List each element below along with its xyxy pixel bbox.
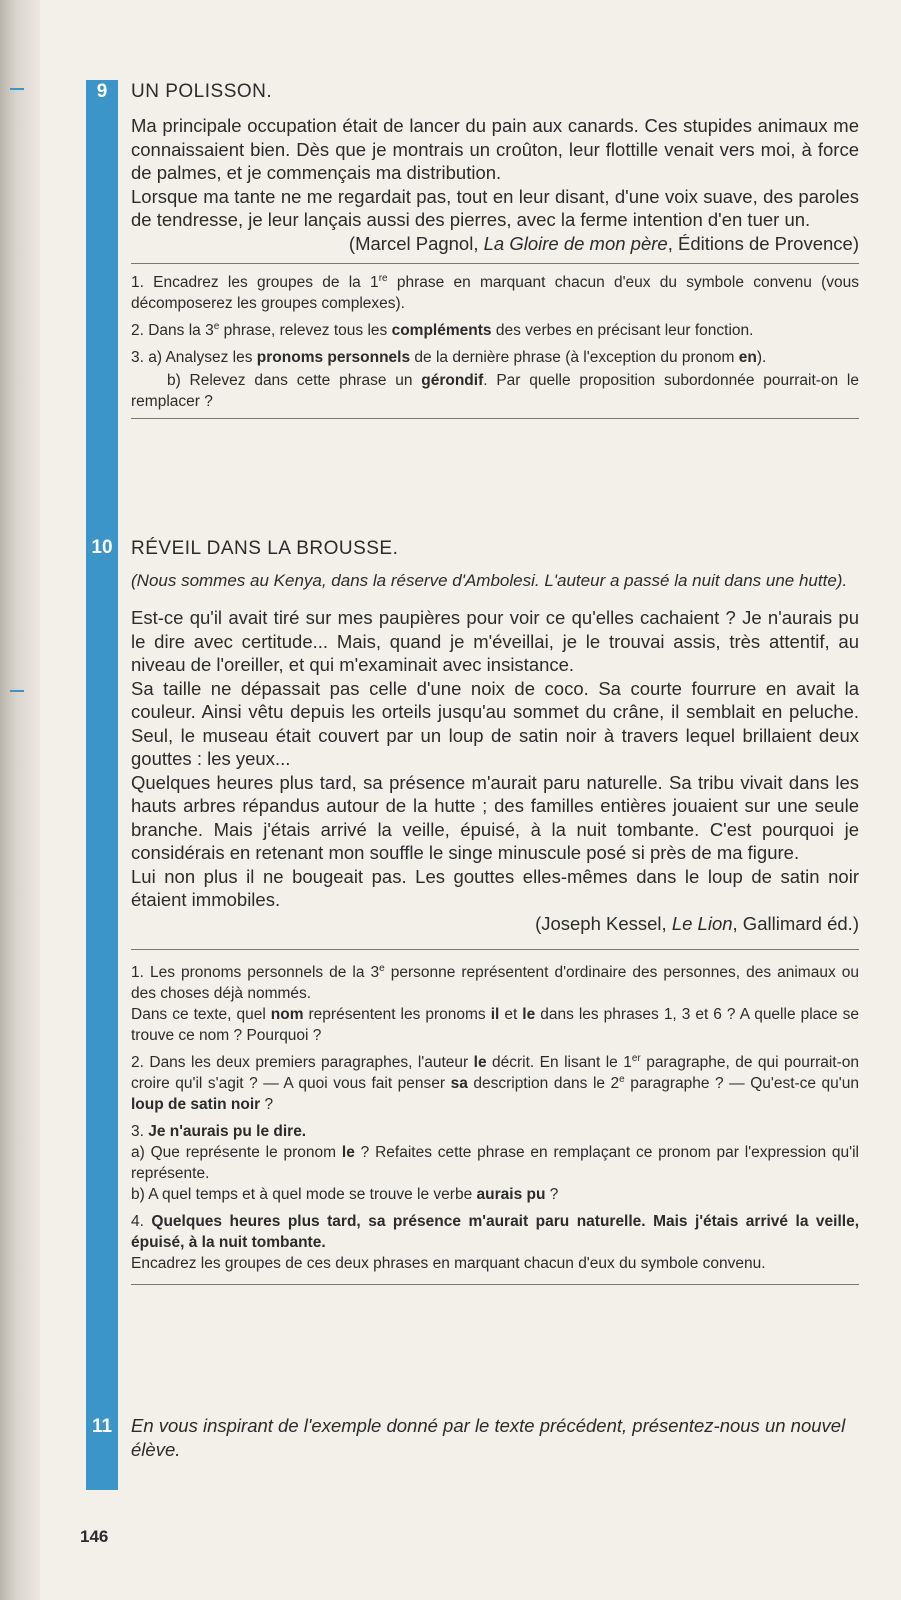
- question-3a: 3. a) Analysez les pronoms personnels de la dernière phrase (à l'exception du pronom en).: [131, 349, 767, 366]
- question-2: 2. Dans les deux premiers paragraphes, l'auteur le décrit. En lisant le 1er paragraphe, de qui pourrait-on croire qu'il s'agit ? — A quoi vous fait penser sa description dans le 2e paragraphe ? — Qu'est-ce qu'un loup de satin noir ?: [131, 1052, 860, 1113]
- exercise-9-number: 9: [96, 81, 108, 102]
- paragraph: Ma principale occupation était de lancer du pain aux canards. Ces stupides animaux me connaissaient bien. Dès que je montrais un croûton, leur flottille venait vers moi, à force de palmes, et je commençais ma distribution.: [131, 115, 859, 183]
- exercise-9-questions: [131, 272, 859, 412]
- question-4: 4. Quelques heures plus tard, sa présence m'aurait paru naturelle. Mais j'étais arrivé la veille, épuisé, à la nuit tombante. Encadrez les groupes de ces deux phrases en marquant chacun d'eux du symbole convenu.: [131, 1213, 859, 1272]
- exercise-9-text: [131, 114, 859, 255]
- exercise-11: [131, 1414, 859, 1461]
- citation: (Joseph Kessel, Le Lion, Gallimard éd.): [535, 912, 859, 934]
- divider: [131, 1284, 859, 1285]
- page-number: 146: [80, 1527, 109, 1546]
- exercise-10-questions: [131, 962, 859, 1274]
- exercise-10-text: [131, 606, 859, 935]
- margin-tick: [10, 690, 24, 692]
- paragraph: Est-ce qu'il avait tiré sur mes paupières pour voir ce qu'elles cachaient ? Je n'aurais pu le dire avec certitude... Mais, quand je m'éveillai, je le trouvai assis, très attentif, au niveau de l'oreiller, et qui m'examinait avec insistance.: [131, 607, 859, 675]
- question-3b: b) Relevez dans cette phrase un gérondif. Par quelle proposition subordonnée pourrait-on le remplacer ?: [131, 372, 860, 410]
- paragraph: Sa taille ne dépassait pas celle d'une noix de coco. Sa courte fourrure en avait la couleur. Ainsi vêtu depuis les orteils jusqu'au sommet du crâne, il semblait en peluche. Seul, le museau était couvert par un loup de satin noir à travers lequel brillaient deux gouttes : les yeux...: [131, 677, 859, 769]
- exercise-11-text: En vous inspirant de l'exemple donné par le texte précédent, présentez-nous un nouvel élève.: [131, 1415, 846, 1460]
- exercise-10: [131, 537, 859, 1285]
- question-1: 1. Encadrez les groupes de la 1re phrase en marquant chacun d'eux du symbole convenu (vous décomposerez les groupes complexes).: [131, 272, 860, 312]
- question-1: 1. Les pronoms personnels de la 3e personne représentent d'ordinaire des personnes, des animaux ou des choses déjà nommés. Dans ce texte, quel nom représentent les pronoms il et le dans les phrases 1, 3 et 6 ? A quelle place se trouve ce nom ? Pourquoi ?: [131, 962, 860, 1044]
- divider: [131, 418, 859, 419]
- margin-tick: [10, 88, 24, 90]
- exercise-9: [131, 80, 859, 419]
- citation: (Marcel Pagnol, La Gloire de mon père, Éditions de Provence): [348, 232, 859, 254]
- paragraph: Quelques heures plus tard, sa présence m'aurait paru naturelle. Sa tribu vivait dans les hauts arbres répandus autour de la hutte ; des familles entières jouaient sur une seule branche. Mais j'étais arrivé la veille, épuisé, à la nuit tombante. C'est pourquoi je considérais en retenant mon souffle le singe minuscule posé si près de ma figure.: [131, 771, 859, 863]
- divider: [131, 263, 859, 264]
- exercise-11-number: 11: [91, 1416, 113, 1437]
- exercise-color-bar: [86, 80, 118, 1490]
- exercise-10-intro: (Nous sommes au Kenya, dans la réserve d'Ambolesi. L'auteur a passé la nuit dans une hutte).: [131, 571, 848, 590]
- page-edge: [0, 0, 40, 1600]
- question-2: 2. Dans la 3e phrase, relevez tous les compléments des verbes en précisant leur fonction.: [131, 320, 754, 339]
- exercise-9-title: UN POLISSON.: [131, 81, 273, 102]
- divider: [131, 949, 859, 950]
- exercise-10-title: RÉVEIL DANS LA BROUSSE.: [131, 538, 399, 559]
- question-3: 3. Je n'aurais pu le dire. a) Que représente le pronom le ? Refaites cette phrase en remplaçant ce pronom par l'expression qu'il représente. b) A quel temps et à quel mode se trouve le verbe aurais pu ?: [131, 1123, 859, 1203]
- paragraph: Lui non plus il ne bougeait pas. Les gouttes elles-mêmes dans le loup de satin noir étaient immobiles.: [131, 865, 859, 910]
- paragraph: Lorsque ma tante ne me regardait pas, tout en leur disant, d'une voix suave, des paroles de tendresse, je leur lançais aussi des pierres, avec la ferme intention d'en tuer un.: [131, 185, 859, 230]
- exercise-10-number: 10: [91, 537, 113, 558]
